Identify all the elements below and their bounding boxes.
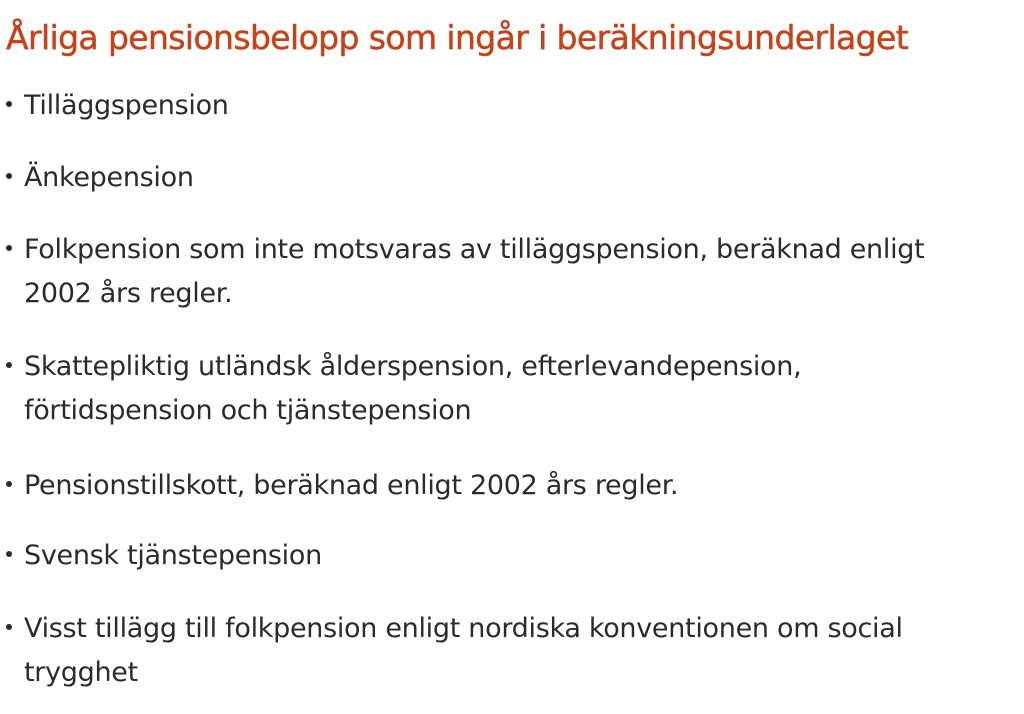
bullet-icon [6, 551, 12, 557]
bullet-icon [6, 362, 12, 368]
list-item-line: Folkpension som inte motsvaras av tilläggspension, beräknad enligt [24, 234, 925, 265]
list-item-line: Skattepliktig utländsk ålderspension, efterlevandepension, [24, 351, 802, 382]
list-item-line: Pensionstillskott, beräknad enligt 2002 års regler. [24, 470, 679, 501]
list-item-line: trygghet [24, 657, 138, 688]
bullet-icon [6, 173, 12, 179]
list-item-line: Visst tillägg till folkpension enligt nordiska konventionen om social [24, 613, 903, 644]
list-item [0, 156, 1010, 200]
list-item [0, 228, 1010, 316]
list-item-line: Tilläggspension [24, 90, 229, 121]
page-title: Årliga pensionsbelopp som ingår i beräkningsunderlaget [6, 18, 909, 57]
bullet-icon [6, 101, 12, 107]
list-item [0, 607, 1010, 695]
list-item [0, 84, 1010, 128]
list-item-line: Änkepension [24, 162, 194, 193]
list-item [0, 534, 1010, 578]
bullet-icon [6, 624, 12, 630]
list-item [0, 464, 1010, 508]
list-item-line: 2002 års regler. [24, 278, 233, 309]
list-item-line: Svensk tjänstepension [24, 540, 322, 571]
list-item [0, 345, 1010, 433]
bullet-icon [6, 481, 12, 487]
bullet-icon [6, 245, 12, 251]
list-item-line: förtidspension och tjänstepension [24, 395, 472, 426]
